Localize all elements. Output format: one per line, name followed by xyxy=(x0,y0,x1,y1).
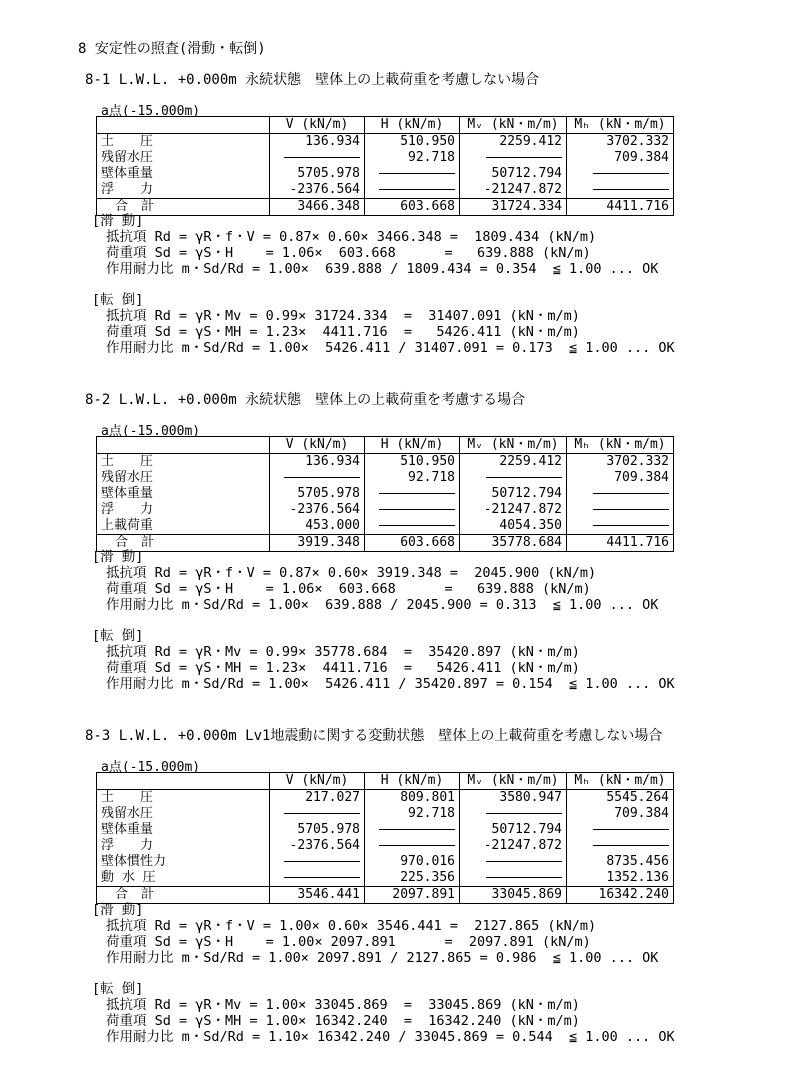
table-header-row xyxy=(97,117,674,134)
load-value-mh: 709.384 xyxy=(567,470,674,486)
load-value-mh: 3702.332 xyxy=(567,454,674,471)
calc-line: 抵抗項 Rd = γR・Mv = 0.99× 31724.334 = 31407.091 (kN・m/m) xyxy=(106,308,580,324)
column-header: V (kN/m) xyxy=(270,773,365,790)
load-value-h: 510.950 xyxy=(365,454,460,471)
load-value-h: 225.356 xyxy=(365,870,460,887)
empty-dash xyxy=(486,157,562,158)
load-table xyxy=(96,116,674,216)
load-name: 土 圧 xyxy=(97,134,270,151)
calc-line: 荷重項 Sd = γS・MH = 1.23× 4411.716 = 5426.411 (kN・m/m) xyxy=(106,324,580,340)
load-value-mv xyxy=(460,854,567,870)
load-name: 合 計 xyxy=(97,535,270,552)
calc-line: 抵抗項 Rd = γR・f・V = 0.87× 0.60× 3919.348 = 2045.900 (kN/m) xyxy=(106,565,597,581)
load-value-mh xyxy=(567,502,674,518)
column-header xyxy=(97,773,270,790)
load-name: 浮 力 xyxy=(97,838,270,854)
calc-line: 抵抗項 Rd = γR・f・V = 1.00× 0.60× 3546.441 = 2127.865 (kN/m) xyxy=(106,918,597,934)
load-value-mh xyxy=(567,822,674,838)
load-value-mh: 5545.264 xyxy=(567,790,674,807)
section-title: 8-3 L.W.L. +0.000m Lv1地震動に関する変動状態 壁体上の上載荷重を考慮しない場合 xyxy=(85,728,663,744)
column-header: Mₕ (kN・m/m) xyxy=(567,437,674,454)
column-header: H (kN/m) xyxy=(365,437,460,454)
empty-dash xyxy=(284,477,360,478)
load-value-v: 3466.348 xyxy=(270,199,365,216)
section-title: 8-2 L.W.L. +0.000m 永続状態 壁体上の上載荷重を考慮する場合 xyxy=(85,392,526,408)
calc-line: 作用耐力比 m・Sd/Rd = 1.00× 2097.891 / 2127.865 = 0.986 ≦ 1.00 ... OK xyxy=(106,950,659,966)
table-row xyxy=(97,518,674,535)
table-row xyxy=(97,454,674,471)
column-header xyxy=(97,117,270,134)
empty-dash xyxy=(284,861,360,862)
page-title: 8 安定性の照査(滑動・転倒) xyxy=(78,41,266,57)
overturning-check xyxy=(92,628,675,692)
load-value-v: 3919.348 xyxy=(270,535,365,552)
table-header-row xyxy=(97,437,674,454)
sliding-check-label: [滑 動] xyxy=(92,213,144,229)
load-value-mv: -21247.872 xyxy=(460,182,567,199)
total-row xyxy=(97,887,674,904)
column-header: Mₕ (kN・m/m) xyxy=(567,773,674,790)
load-value-mv xyxy=(460,870,567,887)
load-name: 壁体重量 xyxy=(97,486,270,502)
load-value-h xyxy=(365,838,460,854)
load-table xyxy=(96,772,674,904)
load-name: 動 水 圧 xyxy=(97,870,270,887)
empty-dash xyxy=(284,157,360,158)
sliding-check-label: [滑 動] xyxy=(92,902,144,918)
load-value-mh: 709.384 xyxy=(567,150,674,166)
load-value-mh: 709.384 xyxy=(567,806,674,822)
load-value-h: 603.668 xyxy=(365,535,460,552)
column-header: Mᵥ (kN・m/m) xyxy=(460,437,567,454)
calc-line: 荷重項 Sd = γS・H = 1.06× 603.668 = 639.888 (kN/m) xyxy=(106,245,591,261)
load-value-h: 2097.891 xyxy=(365,887,460,904)
load-value-mv xyxy=(460,806,567,822)
load-value-mh: 8735.456 xyxy=(567,854,674,870)
load-value-mv: 50712.794 xyxy=(460,166,567,182)
load-value-v xyxy=(270,854,365,870)
empty-dash xyxy=(593,173,669,174)
point-label: a点(-15.000m) xyxy=(101,760,201,775)
load-value-mh xyxy=(567,486,674,502)
load-value-mv: 50712.794 xyxy=(460,486,567,502)
point-label: a点(-15.000m) xyxy=(101,104,201,119)
load-value-h: 92.718 xyxy=(365,150,460,166)
empty-dash xyxy=(486,477,562,478)
load-value-h xyxy=(365,502,460,518)
load-value-v xyxy=(270,470,365,486)
load-value-mv: 2259.412 xyxy=(460,134,567,151)
calc-line: 荷重項 Sd = γS・H = 1.06× 603.668 = 639.888 (kN/m) xyxy=(106,581,591,597)
load-value-h xyxy=(365,182,460,199)
table-row xyxy=(97,502,674,518)
load-value-mv: 3580.947 xyxy=(460,790,567,807)
empty-dash xyxy=(486,877,562,878)
load-value-h xyxy=(365,822,460,838)
load-value-v: 453.000 xyxy=(270,518,365,535)
load-value-h: 603.668 xyxy=(365,199,460,216)
load-value-mh xyxy=(567,838,674,854)
load-name: 土 圧 xyxy=(97,454,270,471)
load-value-v xyxy=(270,870,365,887)
empty-dash xyxy=(593,845,669,846)
load-value-h: 92.718 xyxy=(365,470,460,486)
load-value-mv: -21247.872 xyxy=(460,838,567,854)
empty-dash xyxy=(379,173,455,174)
load-value-mh: 4411.716 xyxy=(567,535,674,552)
table-row xyxy=(97,166,674,182)
calc-line: 作用耐力比 m・Sd/Rd = 1.00× 5426.411 / 35420.897 = 0.154 ≦ 1.00 ... OK xyxy=(106,676,675,692)
load-value-mv xyxy=(460,470,567,486)
load-name: 合 計 xyxy=(97,887,270,904)
load-value-v: 3546.441 xyxy=(270,887,365,904)
table-row xyxy=(97,470,674,486)
table-row xyxy=(97,838,674,854)
load-value-mh xyxy=(567,166,674,182)
load-value-mv: 2259.412 xyxy=(460,454,567,471)
table-header-row xyxy=(97,773,674,790)
load-value-v: -2376.564 xyxy=(270,502,365,518)
empty-dash xyxy=(486,861,562,862)
load-value-mv xyxy=(460,150,567,166)
empty-dash xyxy=(284,877,360,878)
load-value-mv: 4054.350 xyxy=(460,518,567,535)
column-header: Mᵥ (kN・m/m) xyxy=(460,773,567,790)
calc-line: 作用耐力比 m・Sd/Rd = 1.00× 639.888 / 1809.434 = 0.354 ≦ 1.00 ... OK xyxy=(106,261,659,277)
empty-dash xyxy=(593,509,669,510)
empty-dash xyxy=(593,493,669,494)
load-value-h: 809.801 xyxy=(365,790,460,807)
load-value-mv: 50712.794 xyxy=(460,822,567,838)
calc-line: 作用耐力比 m・Sd/Rd = 1.10× 16342.240 / 33045.869 = 0.544 ≦ 1.00 ... OK xyxy=(106,1029,675,1045)
overturning-check xyxy=(92,292,675,356)
empty-dash xyxy=(593,525,669,526)
empty-dash xyxy=(379,189,455,190)
load-value-mh: 4411.716 xyxy=(567,199,674,216)
load-table xyxy=(96,436,674,552)
load-value-v: -2376.564 xyxy=(270,182,365,199)
empty-dash xyxy=(593,189,669,190)
load-value-v: 136.934 xyxy=(270,134,365,151)
empty-dash xyxy=(379,509,455,510)
load-name: 残留水圧 xyxy=(97,470,270,486)
calc-line: 抵抗項 Rd = γR・Mv = 0.99× 35778.684 = 35420.897 (kN・m/m) xyxy=(106,644,580,660)
overturning-check xyxy=(92,981,675,1045)
load-value-mh: 16342.240 xyxy=(567,887,674,904)
empty-dash xyxy=(284,813,360,814)
load-value-v: 5705.978 xyxy=(270,166,365,182)
sliding-check xyxy=(92,902,658,966)
calc-line: 荷重項 Sd = γS・H = 1.00× 2097.891 = 2097.891 (kN/m) xyxy=(106,934,591,950)
sliding-check xyxy=(92,549,658,613)
load-value-v: 5705.978 xyxy=(270,486,365,502)
column-header: V (kN/m) xyxy=(270,117,365,134)
table-row xyxy=(97,806,674,822)
load-value-h: 970.016 xyxy=(365,854,460,870)
load-value-v xyxy=(270,806,365,822)
calc-line: 作用耐力比 m・Sd/Rd = 1.00× 5426.411 / 31407.091 = 0.173 ≦ 1.00 ... OK xyxy=(106,340,675,356)
load-value-h xyxy=(365,486,460,502)
overturning-check-label: [転 倒] xyxy=(92,981,144,997)
table-row xyxy=(97,870,674,887)
overturning-check-label: [転 倒] xyxy=(92,292,144,308)
table-row xyxy=(97,182,674,199)
load-value-mh: 3702.332 xyxy=(567,134,674,151)
table-row xyxy=(97,854,674,870)
load-value-v xyxy=(270,150,365,166)
column-header: H (kN/m) xyxy=(365,773,460,790)
load-value-mh xyxy=(567,518,674,535)
load-value-v: 5705.978 xyxy=(270,822,365,838)
load-value-h: 92.718 xyxy=(365,806,460,822)
load-name: 壁体慣性力 xyxy=(97,854,270,870)
calc-line: 荷重項 Sd = γS・MH = 1.00× 16342.240 = 16342.240 (kN・m/m) xyxy=(106,1013,580,1029)
load-value-v: 217.027 xyxy=(270,790,365,807)
load-name: 壁体重量 xyxy=(97,822,270,838)
load-name: 壁体重量 xyxy=(97,166,270,182)
load-value-h: 510.950 xyxy=(365,134,460,151)
calc-line: 作用耐力比 m・Sd/Rd = 1.00× 639.888 / 2045.900 = 0.313 ≦ 1.00 ... OK xyxy=(106,597,659,613)
load-name: 土 圧 xyxy=(97,790,270,807)
load-name: 浮 力 xyxy=(97,182,270,199)
load-value-h xyxy=(365,166,460,182)
table-row xyxy=(97,486,674,502)
empty-dash xyxy=(593,829,669,830)
load-value-h xyxy=(365,518,460,535)
column-header xyxy=(97,437,270,454)
calc-line: 荷重項 Sd = γS・MH = 1.23× 4411.716 = 5426.411 (kN・m/m) xyxy=(106,660,580,676)
empty-dash xyxy=(379,493,455,494)
load-value-mh: 1352.136 xyxy=(567,870,674,887)
load-value-mv: 33045.869 xyxy=(460,887,567,904)
load-value-mv: 35778.684 xyxy=(460,535,567,552)
load-value-v: 136.934 xyxy=(270,454,365,471)
load-name: 上載荷重 xyxy=(97,518,270,535)
load-value-mv: 31724.334 xyxy=(460,199,567,216)
overturning-check-label: [転 倒] xyxy=(92,628,144,644)
load-value-v: -2376.564 xyxy=(270,838,365,854)
load-value-mv: -21247.872 xyxy=(460,502,567,518)
calc-line: 抵抗項 Rd = γR・f・V = 0.87× 0.60× 3466.348 = 1809.434 (kN/m) xyxy=(106,229,597,245)
column-header: Mₕ (kN・m/m) xyxy=(567,117,674,134)
empty-dash xyxy=(379,845,455,846)
column-header: H (kN/m) xyxy=(365,117,460,134)
load-value-mh xyxy=(567,182,674,199)
empty-dash xyxy=(379,525,455,526)
load-name: 残留水圧 xyxy=(97,806,270,822)
table-row xyxy=(97,134,674,151)
calc-line: 抵抗項 Rd = γR・Mv = 1.00× 33045.869 = 33045.869 (kN・m/m) xyxy=(106,997,580,1013)
column-header: V (kN/m) xyxy=(270,437,365,454)
empty-dash xyxy=(379,829,455,830)
table-row xyxy=(97,150,674,166)
load-name: 合 計 xyxy=(97,199,270,216)
load-name: 浮 力 xyxy=(97,502,270,518)
load-name: 残留水圧 xyxy=(97,150,270,166)
column-header: Mᵥ (kN・m/m) xyxy=(460,117,567,134)
table-row xyxy=(97,822,674,838)
section-title: 8-1 L.W.L. +0.000m 永続状態 壁体上の上載荷重を考慮しない場合 xyxy=(85,72,540,88)
table-row xyxy=(97,790,674,807)
empty-dash xyxy=(486,813,562,814)
point-label: a点(-15.000m) xyxy=(101,424,201,439)
sliding-check xyxy=(92,213,658,277)
sliding-check-label: [滑 動] xyxy=(92,549,144,565)
